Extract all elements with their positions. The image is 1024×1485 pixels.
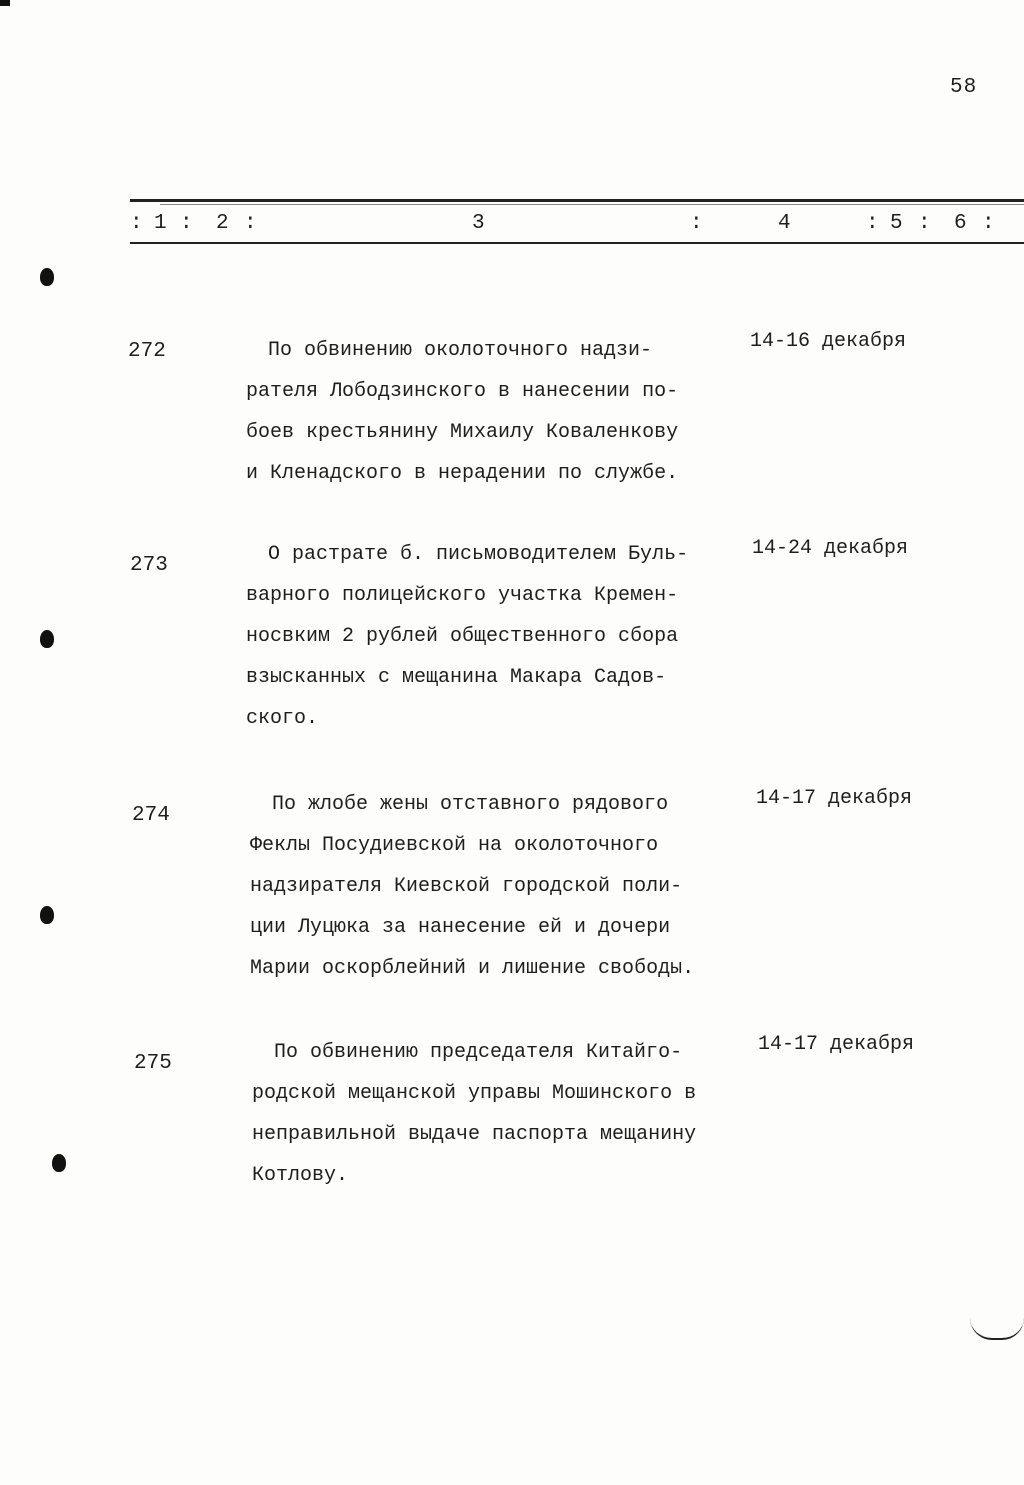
entry-text-line: носвким 2 рублей общественного сбора xyxy=(246,625,679,648)
column-separator: : xyxy=(180,212,193,235)
column-header-6: 6 xyxy=(954,212,967,235)
column-header-3: 3 xyxy=(472,212,485,235)
entry-text-line: взысканных с мещанина Макара Садов- xyxy=(246,666,667,689)
column-header-5: 5 xyxy=(890,212,903,235)
entry-number: 275 xyxy=(134,1052,172,1075)
entry-text-line: надзирателя Киевской городской поли- xyxy=(250,875,683,898)
entry-text xyxy=(246,534,746,739)
entry-date: 14-24 декабря xyxy=(752,537,909,560)
column-separator: : xyxy=(866,212,879,235)
entry-number: 274 xyxy=(132,804,170,827)
column-separator: : xyxy=(130,212,143,235)
header-top-rule xyxy=(130,199,1024,202)
punch-hole-mark xyxy=(40,630,54,648)
column-header-2: 2 xyxy=(216,212,229,235)
entry-number: 272 xyxy=(128,340,166,363)
entry-text-line: родской мещанской управы Мошинского в xyxy=(252,1082,697,1105)
entry-text xyxy=(250,784,750,989)
entry-text-line: По жлобе жены отставного рядового xyxy=(272,793,669,816)
entry-text-line: ции Луцюка за нанесение ей и дочери xyxy=(250,916,671,939)
entry-text-line: боев крестьянину Михаилу Коваленкову xyxy=(246,421,679,444)
column-header-4: 4 xyxy=(778,212,791,235)
entry-text-line: и Кленадского в нерадении по службе. xyxy=(246,462,679,485)
punch-hole-mark xyxy=(40,906,54,924)
entry-text xyxy=(246,330,746,494)
column-header-1: 1 xyxy=(154,212,167,235)
column-separator: : xyxy=(918,212,931,235)
entry-text-line: рателя Лободзинского в нанесении по- xyxy=(246,380,679,403)
entry-date: 14-17 декабря xyxy=(756,787,913,810)
scan-edge-mark xyxy=(970,1318,1024,1340)
column-separator: : xyxy=(244,212,257,235)
entry-text xyxy=(252,1032,752,1196)
entry-text-line: О растрате б. письмоводителем Буль- xyxy=(268,543,689,566)
entry-date: 14-16 декабря xyxy=(750,330,907,353)
entry-text-line: Марии оскорблейний и лишение свободы. xyxy=(250,957,695,980)
column-separator: : xyxy=(982,212,995,235)
entry-text-line: По обвинению околоточного надзи- xyxy=(268,339,653,362)
entry-text-line: варного полицейского участка Кремен- xyxy=(246,584,679,607)
entry-text-line: неправильной выдаче паспорта мещанину xyxy=(252,1123,697,1146)
punch-hole-mark xyxy=(40,268,54,286)
entry-text-line: По обвинению председателя Китайго- xyxy=(274,1041,683,1064)
entry-number: 273 xyxy=(130,554,168,577)
scan-corner-mark xyxy=(0,0,10,6)
entry-text-line: ского. xyxy=(246,707,319,730)
header-top-rule-thin xyxy=(160,204,1024,205)
column-separator: : xyxy=(690,212,703,235)
punch-hole-mark xyxy=(52,1154,66,1172)
entry-date: 14-17 декабря xyxy=(758,1033,915,1056)
page-number: 58 xyxy=(950,76,978,99)
entry-text-line: Котлову. xyxy=(252,1164,349,1187)
entry-text-line: Феклы Посудиевской на околоточного xyxy=(250,834,659,857)
header-bottom-rule xyxy=(130,242,1024,244)
